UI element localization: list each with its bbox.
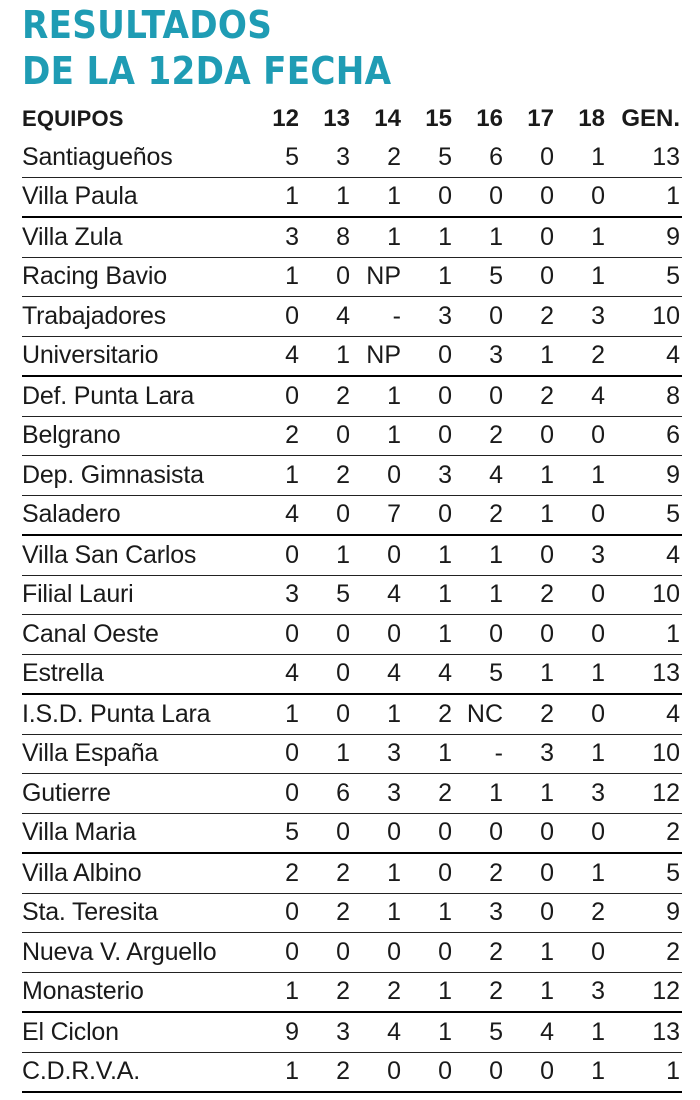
score-cell: 0 [509, 813, 560, 853]
score-cell: 0 [254, 734, 305, 774]
score-cell: 0 [356, 456, 407, 496]
score-cell: 1 [560, 257, 611, 297]
table-row [22, 734, 682, 774]
column-header-date: 12 [272, 105, 299, 132]
score-cell: 1 [305, 336, 356, 376]
table-row [22, 376, 682, 416]
total-cell: 2 [611, 813, 682, 853]
score-cell: 0 [458, 813, 509, 853]
table-row [22, 456, 682, 496]
total-cell: 13 [611, 138, 682, 177]
team-name-cell: Dep. Gimnasista [22, 456, 254, 496]
table-row [22, 257, 682, 297]
score-cell: 4 [356, 1012, 407, 1052]
score-cell: 1 [509, 495, 560, 535]
score-cell: 4 [356, 575, 407, 615]
score-cell: - [356, 297, 407, 337]
score-cell: 4 [254, 654, 305, 694]
total-cell: 1 [611, 177, 682, 217]
team-name-cell: Trabajadores [22, 297, 254, 337]
score-cell: 2 [356, 138, 407, 177]
score-cell: 0 [356, 933, 407, 973]
score-cell: 1 [509, 933, 560, 973]
score-cell: 5 [458, 257, 509, 297]
score-cell: 0 [305, 933, 356, 973]
team-name-cell: Canal Oeste [22, 615, 254, 655]
score-cell: 4 [458, 456, 509, 496]
score-cell: 1 [305, 535, 356, 575]
score-cell: 1 [458, 774, 509, 814]
table-row [22, 972, 682, 1012]
table-row [22, 654, 682, 694]
score-cell: 1 [407, 575, 458, 615]
score-cell: 0 [305, 813, 356, 853]
score-cell: 3 [407, 456, 458, 496]
column-header-date: 18 [578, 105, 605, 132]
column-header-total: GEN. [621, 105, 680, 132]
score-cell: 1 [560, 1052, 611, 1092]
score-cell: NP [356, 336, 407, 376]
score-cell: NP [356, 257, 407, 297]
score-cell: 1 [407, 535, 458, 575]
score-cell: 0 [509, 217, 560, 257]
column-header-date: 14 [374, 105, 401, 132]
score-cell: 0 [509, 535, 560, 575]
total-cell: 9 [611, 456, 682, 496]
score-cell: 1 [560, 853, 611, 893]
score-cell: 1 [509, 456, 560, 496]
team-name-cell: Racing Bavio [22, 257, 254, 297]
team-name-cell: Gutierre [22, 774, 254, 814]
score-cell: 3 [560, 774, 611, 814]
score-cell: 1 [560, 654, 611, 694]
score-cell: 2 [509, 694, 560, 734]
score-cell: 0 [458, 1052, 509, 1092]
score-cell: 1 [407, 615, 458, 655]
score-cell: 1 [509, 774, 560, 814]
score-cell: 1 [305, 177, 356, 217]
score-cell: 1 [305, 734, 356, 774]
total-cell: 6 [611, 416, 682, 456]
score-cell: 1 [356, 217, 407, 257]
team-name-cell: Monasterio [22, 972, 254, 1012]
score-cell: 2 [458, 933, 509, 973]
team-name-cell: Estrella [22, 654, 254, 694]
score-cell: 1 [407, 1012, 458, 1052]
score-cell: 1 [356, 853, 407, 893]
total-cell: 1 [611, 615, 682, 655]
score-cell: 3 [407, 297, 458, 337]
score-cell: 0 [509, 416, 560, 456]
score-cell: 0 [407, 813, 458, 853]
total-cell: 4 [611, 535, 682, 575]
score-cell: 0 [254, 933, 305, 973]
team-name-cell: Saladero [22, 495, 254, 535]
score-cell: 1 [254, 177, 305, 217]
score-cell: 0 [560, 177, 611, 217]
score-cell: 5 [305, 575, 356, 615]
column-header-team: EQUIPOS [22, 106, 124, 131]
score-cell: 1 [356, 694, 407, 734]
team-name-cell: Villa Maria [22, 813, 254, 853]
score-cell: 1 [560, 138, 611, 177]
table-row [22, 893, 682, 933]
score-cell: 0 [560, 813, 611, 853]
score-cell: 0 [407, 495, 458, 535]
table-row [22, 694, 682, 734]
team-name-cell: Villa España [22, 734, 254, 774]
score-cell: 5 [254, 138, 305, 177]
score-cell: 3 [560, 972, 611, 1012]
total-cell: 5 [611, 257, 682, 297]
score-cell: 0 [356, 615, 407, 655]
score-cell: 0 [509, 615, 560, 655]
score-cell: 1 [458, 535, 509, 575]
score-cell: 0 [407, 416, 458, 456]
score-cell: 1 [509, 972, 560, 1012]
table-row [22, 535, 682, 575]
team-name-cell: Def. Punta Lara [22, 376, 254, 416]
score-cell: 3 [254, 575, 305, 615]
score-cell: 2 [305, 972, 356, 1012]
score-cell: 3 [509, 734, 560, 774]
score-cell: 0 [356, 1052, 407, 1092]
score-cell: 1 [560, 1012, 611, 1052]
score-cell: 1 [458, 217, 509, 257]
team-name-cell: Nueva V. Arguello [22, 933, 254, 973]
score-cell: 0 [254, 376, 305, 416]
score-cell: 2 [305, 893, 356, 933]
score-cell: 1 [254, 456, 305, 496]
score-cell: 0 [560, 615, 611, 655]
team-name-cell: Belgrano [22, 416, 254, 456]
score-cell: 0 [305, 257, 356, 297]
team-name-cell: Villa San Carlos [22, 535, 254, 575]
team-name-cell: El Ciclon [22, 1012, 254, 1052]
score-cell: 9 [254, 1012, 305, 1052]
score-cell: 1 [560, 456, 611, 496]
score-cell: 4 [356, 654, 407, 694]
table-row [22, 774, 682, 814]
score-cell: 4 [254, 495, 305, 535]
team-name-cell: Villa Zula [22, 217, 254, 257]
score-cell: 0 [254, 535, 305, 575]
score-cell: 2 [305, 456, 356, 496]
table-body [22, 138, 682, 1092]
team-name-cell: Villa Albino [22, 853, 254, 893]
team-name-cell: C.D.R.V.A. [22, 1052, 254, 1092]
table-row [22, 853, 682, 893]
score-cell: 2 [407, 694, 458, 734]
table-row [22, 495, 682, 535]
score-cell: 1 [356, 893, 407, 933]
score-cell: 5 [458, 654, 509, 694]
score-cell: 0 [509, 1052, 560, 1092]
score-cell: 3 [560, 535, 611, 575]
total-cell: 4 [611, 336, 682, 376]
score-cell: 7 [356, 495, 407, 535]
score-cell: 0 [560, 933, 611, 973]
score-cell: 0 [356, 535, 407, 575]
score-cell: 4 [407, 654, 458, 694]
score-cell: 3 [560, 297, 611, 337]
team-name-cell: Filial Lauri [22, 575, 254, 615]
total-cell: 10 [611, 575, 682, 615]
table-row [22, 416, 682, 456]
title-line-2: DE LA 12DA FECHA [22, 49, 392, 93]
score-cell: 0 [407, 336, 458, 376]
score-cell: 0 [560, 694, 611, 734]
score-cell: 6 [458, 138, 509, 177]
score-cell: 1 [356, 416, 407, 456]
score-cell: 3 [305, 138, 356, 177]
score-cell: 3 [356, 774, 407, 814]
score-cell: 1 [407, 217, 458, 257]
score-cell: 1 [407, 893, 458, 933]
score-cell: 4 [305, 297, 356, 337]
score-cell: 0 [407, 933, 458, 973]
score-cell: 2 [560, 893, 611, 933]
score-cell: 0 [305, 654, 356, 694]
score-cell: 0 [305, 416, 356, 456]
score-cell: 0 [509, 177, 560, 217]
score-cell: 0 [560, 416, 611, 456]
score-cell: 4 [254, 336, 305, 376]
score-cell: 2 [458, 853, 509, 893]
score-cell: 2 [509, 376, 560, 416]
score-cell: 2 [305, 376, 356, 416]
score-cell: 1 [509, 654, 560, 694]
score-cell: 0 [356, 813, 407, 853]
total-cell: 12 [611, 774, 682, 814]
total-cell: 13 [611, 654, 682, 694]
total-cell: 5 [611, 853, 682, 893]
score-cell: 0 [254, 774, 305, 814]
score-cell: 0 [560, 495, 611, 535]
table-row [22, 575, 682, 615]
table-row [22, 297, 682, 337]
score-cell: 0 [407, 853, 458, 893]
team-name-cell: Santiagueños [22, 138, 254, 177]
table-row [22, 217, 682, 257]
score-cell: 0 [509, 853, 560, 893]
score-cell: 2 [254, 416, 305, 456]
score-cell: 1 [254, 257, 305, 297]
total-cell: 10 [611, 734, 682, 774]
score-cell: 0 [407, 177, 458, 217]
score-cell: 0 [458, 615, 509, 655]
table-row [22, 138, 682, 177]
team-name-cell: Sta. Teresita [22, 893, 254, 933]
score-cell: 3 [254, 217, 305, 257]
total-cell: 10 [611, 297, 682, 337]
score-cell: 3 [458, 893, 509, 933]
score-cell: 5 [407, 138, 458, 177]
score-cell: 5 [458, 1012, 509, 1052]
score-cell: 0 [407, 376, 458, 416]
score-cell: 2 [509, 297, 560, 337]
total-cell: 9 [611, 217, 682, 257]
table-header-row [22, 100, 682, 138]
table-row [22, 615, 682, 655]
score-cell: 2 [407, 774, 458, 814]
total-cell: 13 [611, 1012, 682, 1052]
column-header-date: 15 [425, 105, 452, 132]
score-cell: 3 [458, 336, 509, 376]
score-cell: 3 [305, 1012, 356, 1052]
score-cell: 1 [254, 1052, 305, 1092]
total-cell: 12 [611, 972, 682, 1012]
score-cell: 2 [254, 853, 305, 893]
score-cell: 1 [407, 972, 458, 1012]
table-row [22, 813, 682, 853]
score-cell: 0 [509, 138, 560, 177]
score-cell: 0 [509, 893, 560, 933]
table-row [22, 933, 682, 973]
score-cell: 2 [458, 972, 509, 1012]
total-cell: 4 [611, 694, 682, 734]
score-cell: 0 [560, 575, 611, 615]
total-cell: 9 [611, 893, 682, 933]
score-cell: 1 [560, 734, 611, 774]
title-line-1: RESULTADOS [22, 3, 273, 47]
score-cell: 0 [458, 376, 509, 416]
team-name-cell: I.S.D. Punta Lara [22, 694, 254, 734]
score-cell: 6 [305, 774, 356, 814]
score-cell: 1 [458, 575, 509, 615]
score-cell: 0 [458, 297, 509, 337]
score-cell: 0 [407, 1052, 458, 1092]
score-cell: 1 [407, 734, 458, 774]
table-row [22, 177, 682, 217]
score-cell: 2 [356, 972, 407, 1012]
score-cell: 0 [305, 615, 356, 655]
score-cell: 2 [509, 575, 560, 615]
score-cell: 0 [254, 615, 305, 655]
score-cell: 1 [560, 217, 611, 257]
total-cell: 1 [611, 1052, 682, 1092]
table-row [22, 1012, 682, 1052]
score-cell: 0 [254, 893, 305, 933]
team-name-cell: Villa Paula [22, 177, 254, 217]
score-cell: 1 [509, 336, 560, 376]
table-row [22, 336, 682, 376]
score-cell: 1 [407, 257, 458, 297]
score-cell: 1 [356, 177, 407, 217]
total-cell: 5 [611, 495, 682, 535]
table-row [22, 1052, 682, 1092]
column-header-date: 16 [476, 105, 503, 132]
score-cell: 1 [254, 972, 305, 1012]
score-cell: 2 [560, 336, 611, 376]
score-cell: 0 [305, 694, 356, 734]
score-cell: 2 [305, 1052, 356, 1092]
score-cell: 2 [458, 495, 509, 535]
score-cell: 4 [509, 1012, 560, 1052]
column-header-date: 17 [527, 105, 554, 132]
score-cell: 1 [356, 376, 407, 416]
score-cell: 8 [305, 217, 356, 257]
score-cell: 5 [254, 813, 305, 853]
score-cell: 0 [458, 177, 509, 217]
score-cell: 4 [560, 376, 611, 416]
page-title [22, 2, 391, 94]
total-cell: 2 [611, 933, 682, 973]
score-cell: - [458, 734, 509, 774]
score-cell: NC [458, 694, 509, 734]
results-table [22, 100, 682, 1093]
score-cell: 0 [509, 257, 560, 297]
score-cell: 0 [254, 297, 305, 337]
column-header-date: 13 [323, 105, 350, 132]
score-cell: 2 [458, 416, 509, 456]
score-cell: 1 [254, 694, 305, 734]
score-cell: 0 [305, 495, 356, 535]
score-cell: 3 [356, 734, 407, 774]
score-cell: 2 [305, 853, 356, 893]
team-name-cell: Universitario [22, 336, 254, 376]
total-cell: 8 [611, 376, 682, 416]
